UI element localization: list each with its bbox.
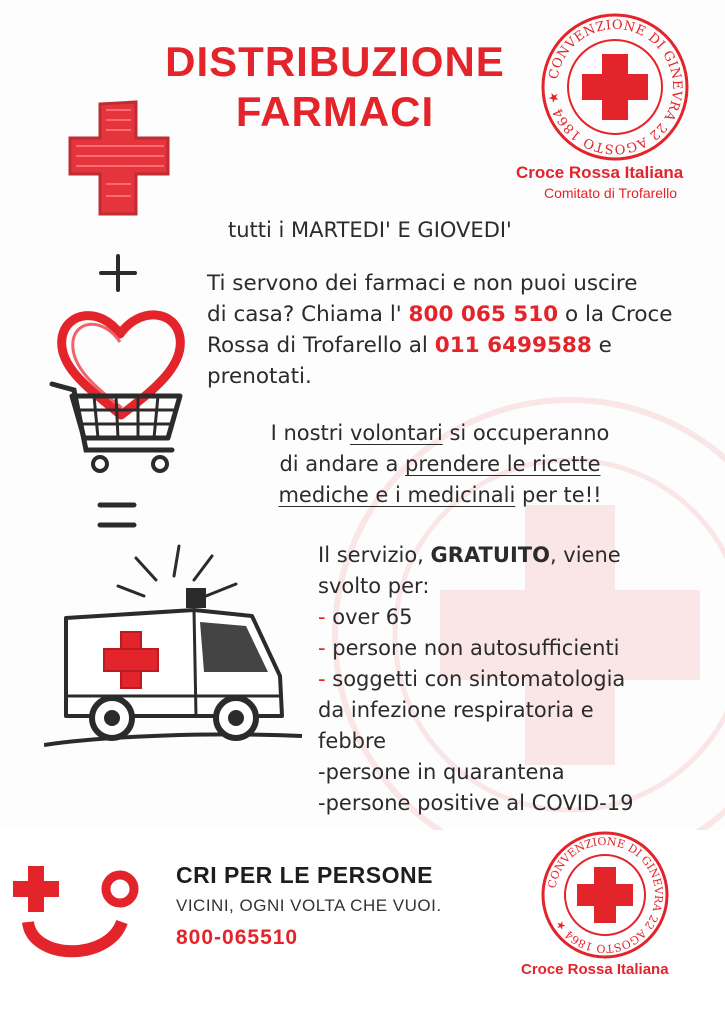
toll-free-number: 800 065 510 <box>408 302 559 327</box>
intro-line-3-b: e <box>591 333 612 358</box>
bullet-dash: - <box>318 667 333 691</box>
service-item-text: over 65 <box>332 605 413 629</box>
service-free-label: GRATUITO <box>430 543 550 567</box>
red-cross-seal-bottom <box>540 830 670 960</box>
volunteers-line-2 <box>225 449 655 480</box>
service-paragraph <box>318 540 633 819</box>
equals-sign-icon <box>96 497 138 533</box>
volunteers-l2-a: di andare a <box>279 452 405 476</box>
intro-paragraph <box>207 268 673 392</box>
service-item-text: persone non autosufficienti <box>332 636 620 660</box>
footer-phone: 800-065510 <box>176 926 299 949</box>
footer <box>0 830 725 1024</box>
volunteers-l3-b: per te!! <box>515 483 602 507</box>
service-item-symptoms <box>318 664 633 695</box>
page-title <box>150 37 520 137</box>
service-item-covid-positive: -persone positive al COVID-19 <box>318 791 634 815</box>
heart-cart-icon <box>48 300 198 475</box>
volunteers-line-1 <box>225 418 655 449</box>
red-cross-seal-top <box>540 12 690 162</box>
service-l1-a: Il servizio, <box>318 543 431 567</box>
service-line-1 <box>318 540 633 571</box>
footer-org-name: Croce Rossa Italiana <box>521 961 669 978</box>
service-item-text: soggetti con sintomatologia <box>332 667 626 691</box>
volunteers-paragraph <box>225 418 655 511</box>
service-item-quarantine: -persone in quarantena <box>318 760 565 784</box>
bullet-dash: - <box>318 605 333 629</box>
cri-smile-logo-icon <box>10 860 140 960</box>
intro-line-2 <box>207 299 673 330</box>
intro-line-3 <box>207 330 673 361</box>
title-line-1: DISTRIBUZIONE <box>165 38 505 85</box>
schedule-text: tutti i MARTEDI' E GIOVEDI' <box>228 218 512 242</box>
service-line-2: svolto per: <box>318 574 430 598</box>
seal-ring-text: CONVENZIONE DI GINEVRA 22 AGOSTO 1864 ★ <box>545 17 685 157</box>
service-item-symptoms-cont-1: da infezione respiratoria e <box>318 698 594 722</box>
volunteers-l1-underlined: volontari <box>349 421 443 445</box>
org-name-top: Croce Rossa Italiana <box>516 163 684 182</box>
ambulance-icon <box>44 540 309 760</box>
bullet-dash: - <box>318 636 333 660</box>
intro-line-4: prenotati. <box>207 364 312 389</box>
intro-line-2-a: di casa? Chiama l' <box>207 302 409 327</box>
volunteers-line-3 <box>225 480 655 511</box>
service-item-over65 <box>318 602 633 633</box>
intro-line-2-b: o la Croce <box>558 302 673 327</box>
seal-ring-text-bottom: CONVENZIONE DI GINEVRA 22 AGOSTO 1864 ★ <box>545 834 666 956</box>
footer-heading: CRI PER LE PERSONE <box>176 862 433 888</box>
volunteers-l3-underlined: mediche e i medicinali <box>278 483 516 507</box>
intro-line-1: Ti servono dei farmaci e non puoi uscire <box>207 271 638 296</box>
service-item-non-self-sufficient <box>318 633 633 664</box>
service-l1-b: , viene <box>549 543 621 567</box>
volunteers-l1-a: I nostri <box>270 421 350 445</box>
intro-line-3-a: Rossa di Trofarello al <box>207 333 435 358</box>
cross-doodle-icon <box>66 100 171 218</box>
volunteers-l1-b: si occuperanno <box>442 421 610 445</box>
volunteers-l2-underlined: prendere le ricette <box>405 452 601 476</box>
service-item-symptoms-cont-2: febbre <box>318 729 387 753</box>
title-line-2: FARMACI <box>235 88 435 135</box>
footer-tagline: VICINI, OGNI VOLTA CHE VUOI. <box>176 896 442 915</box>
local-phone-number: 011 6499588 <box>434 333 592 358</box>
plus-sign-icon <box>97 252 139 294</box>
org-committee: Comitato di Trofarello <box>544 185 678 201</box>
